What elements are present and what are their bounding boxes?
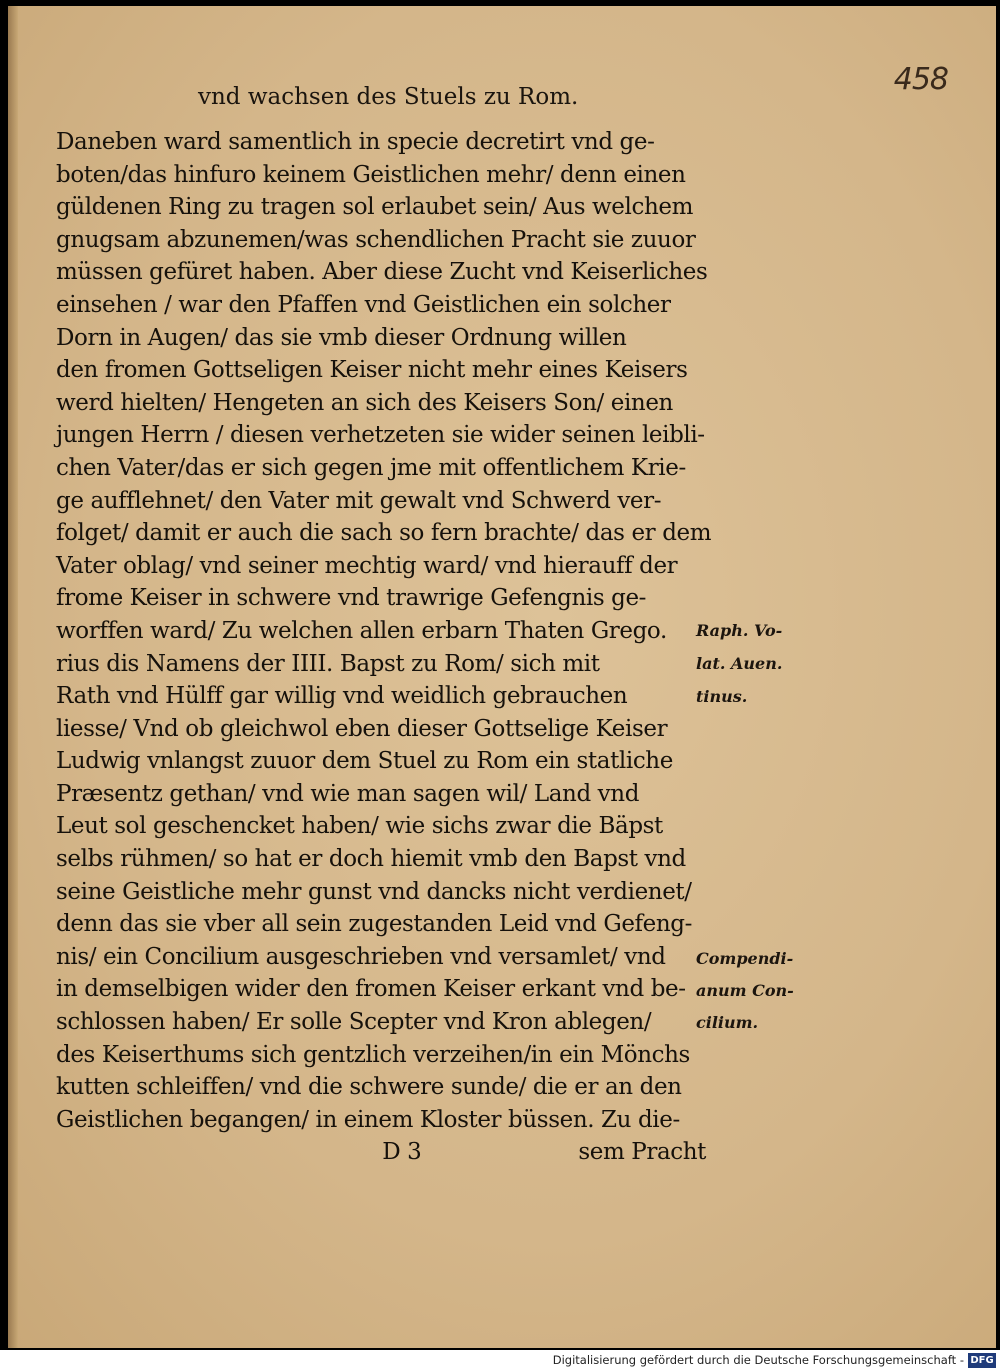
text-line: Dorn in Augen/ das sie vmb dieser Ordnung willen [56,324,627,351]
text-line: chen Vater/das er sich gegen jme mit offentlichem Krie- [56,454,686,481]
running-head: vnd wachsen des Stuels zu Rom. [198,84,579,110]
text-line: Geistlichen begangen/ in einem Kloster büssen. Zu die- [56,1106,680,1133]
signature-mark: D 3 [382,1139,422,1166]
text-line: Præsentz gethan/ vnd wie man sagen wil/ Land vnd [56,780,640,807]
text-line: folget/ damit er auch die sach so fern brachte/ das er dem [56,520,712,547]
text-line: gnugsam abzunemen/was schendlichen Pracht sie zuuor [56,226,696,253]
text-line: frome Keiser in schwere vnd trawrige Gefengnis ge- [56,585,647,612]
text-line: rius dis Namens der IIII. Bapst zu Rom/ sich mit [56,650,600,677]
text-line: Leut sol geschencket haben/ wie sichs zwar die Bäpst [56,813,663,840]
text-line: selbs rühmen/ so hat er doch hiemit vmb den Bapst vnd [56,846,686,873]
folio-number: 458 [893,62,948,97]
margin-note: Raph. Vo- [696,621,783,640]
text-line: seine Geistliche mehr gunst vnd dancks nicht verdienet/ [56,878,692,905]
text-line: boten/das hinfuro keinem Geistlichen mehr/ denn einen [56,161,686,188]
text-line: kutten schleiffen/ vnd die schwere sunde/ die er an den [56,1074,682,1101]
text-line: müssen gefüret haben. Aber diese Zucht vnd Keiserliches [56,259,708,286]
page-edge [8,6,18,1348]
margin-note: tinus. [696,687,748,706]
catchword: sem Pracht [578,1139,706,1166]
text-line: liesse/ Vnd ob gleichwol eben dieser Gottselige Keiser [56,715,668,742]
footer-bar [0,1350,1000,1372]
text-line: den fromen Gottseligen Keiser nicht mehr eines Keisers [56,357,688,384]
book-page [8,6,996,1348]
text-line: jungen Herrn / diesen verhetzeten sie wider seinen leibli- [56,422,705,449]
text-line: des Keiserthums sich gentzlich verzeihen/in ein Mönchs [56,1041,690,1068]
catch-line [56,1136,706,1169]
body-text [56,126,712,1169]
text-line: güldenen Ring zu tragen sol erlaubet sein/ Aus welchem [56,194,693,221]
text-line: Ludwig vnlangst zuuor dem Stuel zu Rom ein statliche [56,748,673,775]
text-line: schlossen haben/ Er solle Scepter vnd Kron ablegen/ [56,1009,652,1036]
margin-note: lat. Auen. [696,654,783,673]
text-line: in demselbigen wider den fromen Keiser erkant vnd be- [56,976,686,1003]
text-line: Rath vnd Hülff gar willig vnd weidlich gebrauchen [56,683,628,710]
text-line: einsehen / war den Pfaffen vnd Geistlichen ein solcher [56,291,671,318]
margin-note: Compendi- [696,949,794,968]
text-line: nis/ ein Concilium ausgeschrieben vnd versamlet/ vnd [56,943,666,970]
text-line: Vater oblag/ vnd seiner mechtig ward/ vnd hierauff der [56,552,678,579]
dfg-logo-icon: DFG [968,1353,996,1368]
funding-credit: Digitalisierung gefördert durch die Deutsche Forschungsgemeinschaft - [552,1353,964,1367]
margin-note: cilium. [696,1013,759,1032]
text-line: worffen ward/ Zu welchen allen erbarn Thaten Grego. [56,617,667,644]
text-line: denn das sie vber all sein zugestanden Leid vnd Gefeng- [56,911,692,938]
text-line: ge aufflehnet/ den Vater mit gewalt vnd Schwerd ver- [56,487,662,514]
text-line: werd hielten/ Hengeten an sich des Keisers Son/ einen [56,389,673,416]
text-line: Daneben ward samentlich in specie decretirt vnd ge- [56,129,655,155]
margin-note: anum Con- [696,981,794,1000]
